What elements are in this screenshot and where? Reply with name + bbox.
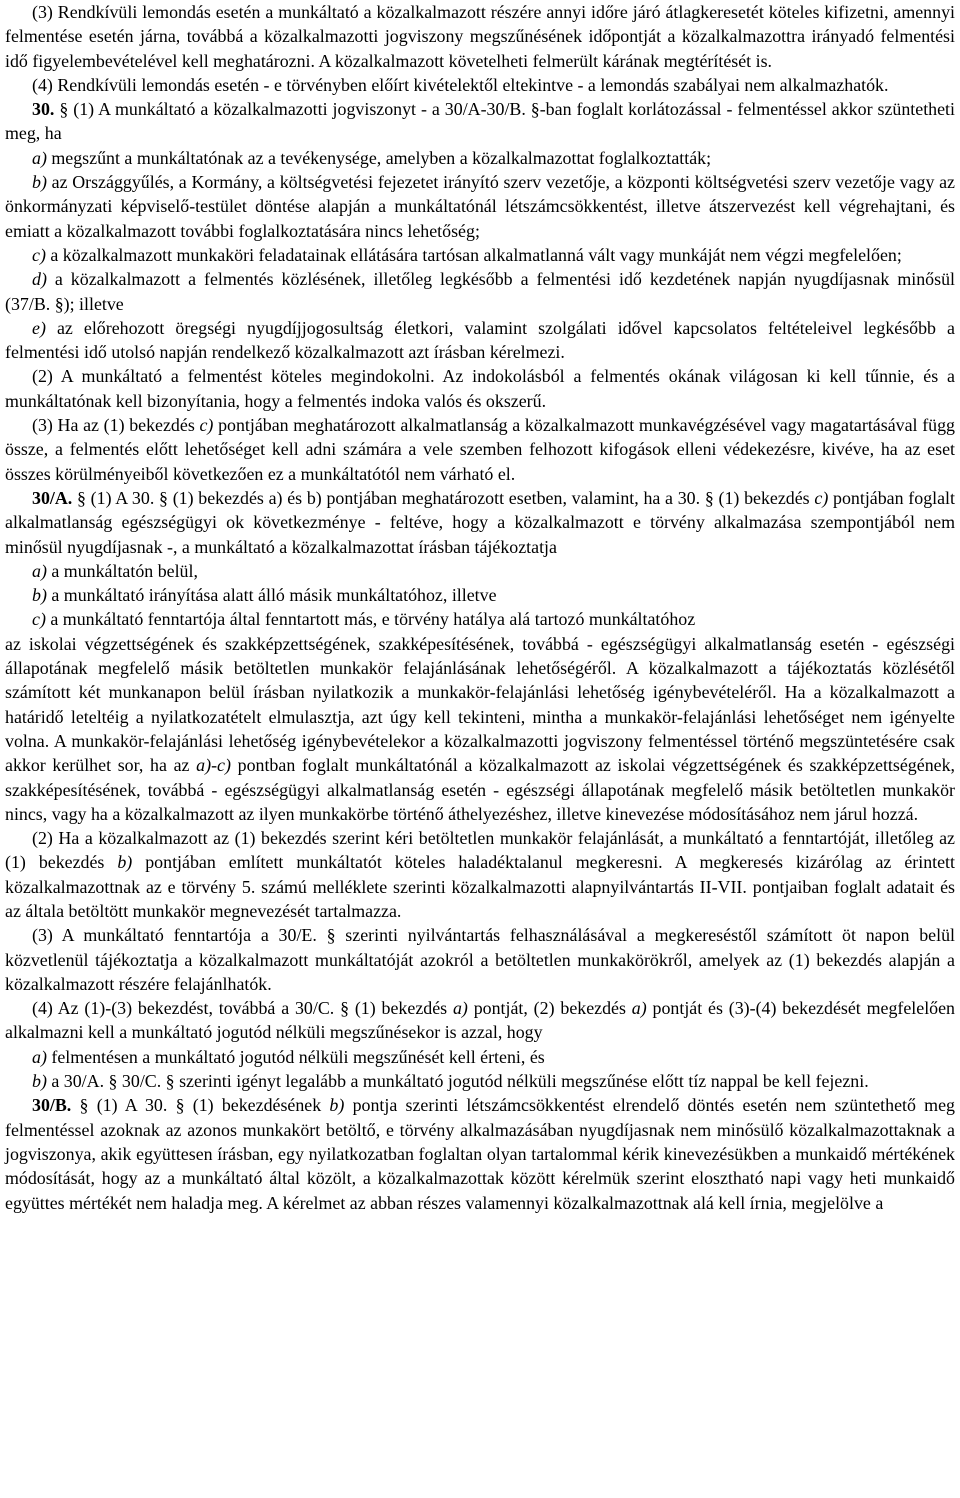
section-paragraph [5,1093,955,1214]
point-label: b) [117,852,133,873]
text-run: megszűnt a munkáltatónak az a tevékenysége, amelyben a közalkalmazottat foglalkoztatták; [46,147,712,168]
text-run: pontja szerinti létszámcsökkentést elrendelő döntés esetén nem szüntethető meg felmentéssel azoknak az azonos munkakört betöltő, e törvény alkalmazásában nyugdíjasnak nem minősülő közalkalmazottaknak a jogviszonya, akik együttesen írásban, egy nyilatkozatban foglaltan olyan tartalommal kérik kinevezésükben a munkaidő mértékének módosítását, hogy az a munkáltató által közölt, a közalkalmazottak között kérelmük szerint elosztható napi vagy heti munkaidő együttes mértékét nem haladja meg. A kérelmet az abban részes valamennyi közalkalmazottnak alá kell írnia, megjelölve a [5,1095,955,1213]
paragraph [5,632,955,826]
point-label: b) [32,172,47,193]
list-item [5,243,955,267]
list-item [5,1069,955,1093]
paragraph [5,826,955,923]
list-item [5,559,955,583]
text-run: (4) Rendkívüli lemondás esetén - e törvényben előírt kivételektől eltekintve - a lemondás szabályai nem alkalmazhatók. [32,74,889,95]
point-label: b) [32,585,47,606]
point-label: a)-c) [196,755,231,776]
list-item [5,146,955,170]
point-label: a) [32,147,47,168]
text-run: az Országgyűlés, a Kormány, a költségvetési fejezetet irányító szerv vezetője, a központi költségvetési szerv vezetője vagy az önkormányzati képviselő-testület döntése alapján a munkáltatónál létszámcsökkentést, illetve átszervezést kell végrehajtani, és emiatt a közalkalmazott további foglalkoztatására nincs lehetőség; [5,172,955,241]
text-run: pontban foglalt munkáltatónál a közalkalmazott az iskolai végzettségének és szakképzettségének, szakképesítésének, továbbá - egészségügyi alkalmatlanság esetén - egészségi állapotának megfelelő másik betöltetlen munkakör nincs, vagy ha a közalkalmazott az ilyen munkakörbe történő áthelyezéshez, illetve kinevezése módosításához nem járul hozzá. [5,755,955,824]
paragraph [5,413,955,486]
text-run: a közalkalmazott a felmentés közlésének, illetőleg legkésőbb a felmentési idő kezdetének napján nyugdíjasnak minősül (37/B. §); illetve [5,269,955,314]
list-item [5,267,955,316]
paragraph [5,73,955,97]
paragraph [5,923,955,996]
text-run: az iskolai végzettségének és szakképzettségének, szakképesítésének, továbbá - egészségügyi alkalmatlanság esetén - egészségi állapotának megfelelő másik betöltetlen munkakör felajánlásának lehetőségéről. A közalkalmazott a tájékoztatás közlésétől számított két munkanapon belül írásban nyilatkozik a munkakör-felajánlási lehetőség igénybevételéről. Ha a közalkalmazott a határidő leteltéig a nyilatkozatételt elmulasztja, azt úgy kell tekinteni, mintha a munkakör-felajánlási lehetőséget nem igényelte volna. A munkakör-felajánlási lehetőség igénybevételekor a közalkalmazotti jogviszony felmentéssel történő megszüntetésére csak akkor kerülhet sor, ha az [5,633,955,776]
list-item [5,316,955,365]
list-item [5,583,955,607]
list-item [5,607,955,631]
paragraph [5,0,955,73]
point-label: a) [452,998,468,1019]
section-number: 30/A. [32,487,73,508]
text-run: § (1) A 30. § (1) bekezdés a) és b) pontjában meghatározott esetben, valamint, ha a 30. § (1) bekezdés [72,487,815,508]
text-run: pontjában említett munkáltatót köteles haladéktalanul megkeresni. A megkeresés kizárólag az érintett közalkalmazottnak az e törvény 5. számú melléklete szerinti közalkalmazotti alapnyilvántartás II-VII. pontjaiban foglalt adatait és az általa betöltött munkakör megnevezését tartalmazza. [5,852,955,921]
point-label: b) [32,1071,47,1092]
text-run: § (1) A 30. § (1) bekezdésének [71,1095,330,1116]
list-item [5,1045,955,1069]
text-run: (4) Az (1)-(3) bekezdést, továbbá a 30/C. § (1) bekezdés [32,998,453,1019]
text-run: § (1) A munkáltató a közalkalmazotti jogviszonyt - a 30/A-30/B. §-ban foglalt korlátozással - felmentéssel akkor szüntetheti meg, ha [5,99,955,144]
section-paragraph [5,97,955,146]
point-label: c) [199,415,214,436]
point-label: c) [814,487,829,508]
point-label: b) [329,1095,345,1116]
text-run: felmentésen a munkáltató jogutód nélküli megszűnését kell érteni, és [46,1046,545,1067]
text-run: pontjában meghatározott alkalmatlanság a közalkalmazott munkavégzésével vagy magatartásával függ össze, a felmentés előtt lehetőséget kell adni számára a vele szemben felhozott kifogások elleni védekezésre, kivéve, ha az eset összes körülményeiből következően ez a munkáltatótól nem várható el. [5,415,955,484]
paragraph [5,364,955,413]
text-run: a 30/A. § 30/C. § szerinti igényt legalább a munkáltató jogutód nélküli megszűnése előtt tíz nappal be kell fejezni. [46,1071,869,1092]
point-label: a) [32,560,47,581]
section-number: 30/B. [32,1095,72,1116]
point-label: c) [32,609,46,630]
paragraph [5,996,955,1045]
text-run: pontjában foglalt alkalmatlanság egészségügyi ok következménye - feltéve, hogy a közalkalmazott e törvény alkalmazása szempontjából nem minősül nyugdíjasnak -, a munkáltató a közalkalmazottat írásban tájékoztatja [5,487,955,557]
point-label: a) [631,998,647,1019]
text-run: (2) Ha a közalkalmazott az (1) bekezdés szerint kéri betöltetlen munkakör felajánlását, a munkáltató a fenntartóját, illetőleg az (1) bekezdés [5,828,955,873]
point-label: c) [32,244,46,265]
text-run: a munkáltatón belül, [46,560,198,581]
section-paragraph [5,486,955,559]
point-label: d) [32,269,47,290]
text-run: (2) A munkáltató a felmentést köteles megindokolni. Az indokolásból a felmentés okának világosan ki kell tűnnie, és a munkáltatónak kell bizonyítania, hogy a felmentés indoka valós és okszerű. [5,366,955,411]
text-run: a közalkalmazott munkaköri feladatainak ellátására tartósan alkalmatlanná vált vagy munkáját nem végzi megfelelően; [45,244,902,265]
text-run: az előrehozott öregségi nyugdíjjogosultság életkori, valamint szolgálati idővel kapcsolatos feltételeivel legkésőbb a felmentési idő utolsó napján rendelkező közalkalmazott azt írásban kérelmezi. [5,317,955,363]
text-run: pontját és (3)-(4) bekezdését megfelelően alkalmazni kell a munkáltató jogutód nélküli megszűnésekor is azzal, hogy [5,998,956,1043]
text-run: (3) Rendkívüli lemondás esetén a munkáltató a közalkalmazott részére annyi időre járó átlagkeresetét köteles kifizetni, amennyi felmentése esetén járna, továbbá a közalkalmazotti jogviszony megszűnésének időpontját a közalkalmazottra irányadó felmentési idő figyelembevételével kell meghatározni. A közalkalmazott követelheti felmerült kárának megtérítését is. [5,2,955,71]
point-label: a) [32,1046,47,1067]
point-label: e) [32,317,46,338]
text-run: a munkáltató irányítása alatt álló másik munkáltatóhoz, illetve [46,585,497,606]
section-number: 30. [32,99,55,120]
text-run: (3) A munkáltató fenntartója a 30/E. § szerinti nyilvántartás felhasználásával a megkereséstől számított öt napon belül közvetlenül tájékoztatja a közalkalmazott munkáltatóját azokról a betöltetlen munkakörökről, amelyek az (1) bekezdés alapján a közalkalmazott részére felajánlhatók. [5,925,955,994]
text-run: pontját, (2) bekezdés [467,998,632,1019]
text-run: (3) Ha az (1) bekezdés [32,415,200,436]
text-run: a munkáltató fenntartója által fenntartott más, e törvény hatálya alá tartozó munkáltatóhoz [45,609,696,630]
list-item [5,170,955,243]
